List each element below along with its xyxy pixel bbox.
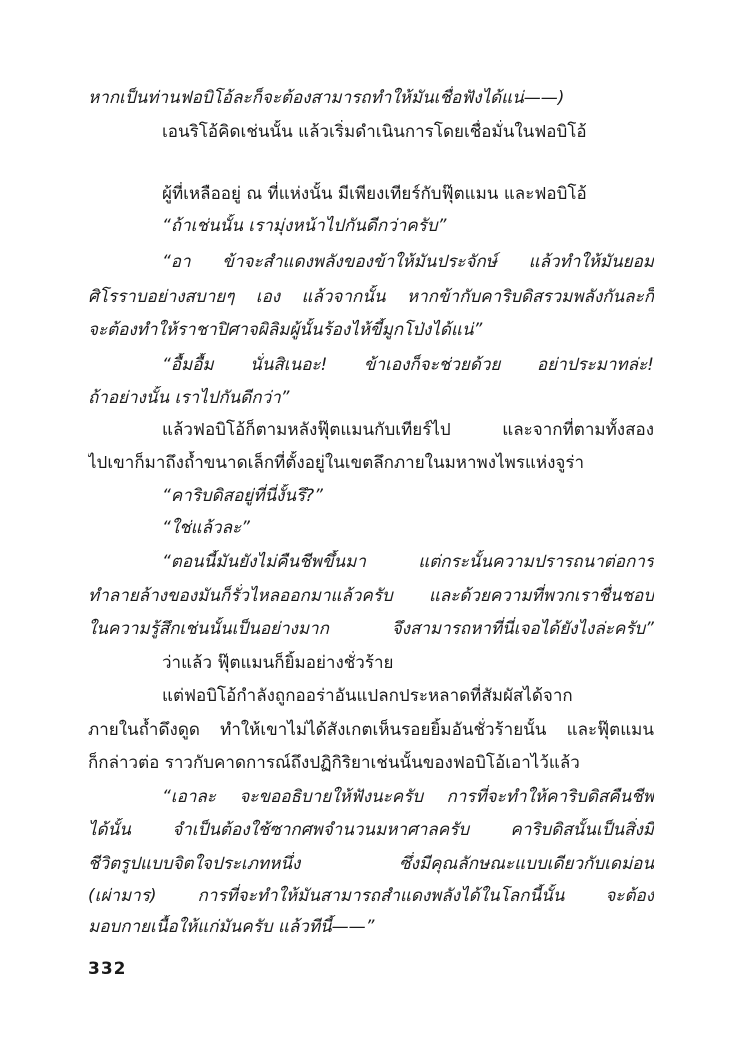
text-line: ภายในถ้ำดึงดูด ทำให้เขาไม่ได้สังเกตเห็นรอยยิ้มอันชั่วร้ายนั้น และฟุ๊ตแมน bbox=[88, 720, 654, 740]
text-line: ศิโรราบอย่างสบายๆ เอง แล้วจากนั้น หากข้ากับคาริบดิสรวมพลังกันละก็ bbox=[88, 287, 654, 307]
text-line: ทำลายล้างของมันก็รั่วไหลออกมาแล้วครับ และด้วยความที่พวกเราชื่นชอบ bbox=[88, 586, 654, 606]
text-line: “ตอนนี้มันยังไม่คืนชีพขึ้นมา แต่กระนั้นความปรารถนาต่อการ bbox=[162, 552, 654, 572]
text-line: “เอาละ จะขออธิบายให้ฟังนะครับ การที่จะทำให้คาริบดิสคืนชีพ bbox=[162, 787, 654, 807]
text-line: ไปเขาก็มาถึงถ้ำขนาดเล็กที่ตั้งอยู่ในเขตลึกภายในมหาพงไพรแห่งจูร่า bbox=[88, 453, 585, 473]
text-line: จะต้องทำให้ราชาปิศาจผิลิมผู้นั้นร้องไห้ขี้มูกโป่งได้แน่” bbox=[88, 320, 483, 340]
text-line: ว่าแล้ว ฟุ๊ตแมนก็ยิ้มอย่างชั่วร้าย bbox=[162, 653, 394, 673]
text-line: “ถ้าเช่นนั้น เรามุ่งหน้าไปกันดีกว่าครับ” bbox=[162, 216, 447, 236]
text-line: แล้วฟอบิโอ้ก็ตามหลังฟุ๊ตแมนกับเทียร์ไป และจากที่ตามทั้งสอง bbox=[162, 420, 654, 440]
text-line: “คาริบดิสอยู่ที่นี่งั้นรึ?” bbox=[162, 486, 323, 506]
text-line: “อา ข้าจะสำแดงพลังของข้าให้มันประจักษ์ แล้วทำให้มันยอม bbox=[162, 252, 654, 272]
text-line: ถ้าอย่างนั้น เราไปกันดีกว่า” bbox=[88, 388, 290, 408]
text-line: (เผ่ามาร) การที่จะทำให้มันสามารถสำแดงพลังได้ในโลกนี้นั้น จะต้อง bbox=[88, 886, 654, 906]
text-line: หากเป็นท่านฟอบิโอ้ละก็จะต้องสามารถทำให้มันเชื่อฟังได้แน่——) bbox=[88, 88, 565, 108]
text-line: ชีวิตรูปแบบจิตใจประเภทหนึ่ง ซึ่งมีคุณลักษณะแบบเดียวกับเดม่อน bbox=[88, 854, 654, 874]
text-line: “อื้มอื้ม นั่นสิเนอะ! ข้าเองก็จะช่วยด้วย อย่าประมาทล่ะ! bbox=[162, 355, 654, 375]
text-line: ก็กล่าวต่อ ราวกับคาดการณ์ถึงปฏิกิริยาเช่นนั้นของฟอบิโอ้เอาไว้แล้ว bbox=[88, 753, 580, 773]
text-line: ได้นั้น จำเป็นต้องใช้ซากศพจำนวนมหาศาลครับ คาริบดิสนั้นเป็นสิ่งมี bbox=[88, 820, 654, 840]
text-line: แต่ฟอบิโอ้กำลังถูกออร่าอันแปลกประหลาดที่สัมผัสได้จาก bbox=[162, 686, 573, 706]
text-line: ผู้ที่เหลืออยู่ ณ ที่แห่งนั้น มีเพียงเทียร์กับฟุ๊ตแมน และฟอบิโอ้ bbox=[162, 184, 587, 204]
text-line: ในความรู้สึกเช่นนั้นเป็นอย่างมาก จึงสามารถหาที่นี่เจอได้ยังไงล่ะครับ” bbox=[88, 619, 654, 639]
text-line: เอนริโอ้คิดเช่นนั้น แล้วเริ่มดำเนินการโดยเชื่อมั่นในฟอบิโอ้ bbox=[162, 122, 587, 142]
text-line: มอบกายเนื้อให้แก่มันครับ แล้วทีนี้——” bbox=[88, 917, 375, 937]
text-line: “ใช่แล้วละ” bbox=[162, 518, 250, 538]
page-number: 332 bbox=[88, 959, 127, 979]
